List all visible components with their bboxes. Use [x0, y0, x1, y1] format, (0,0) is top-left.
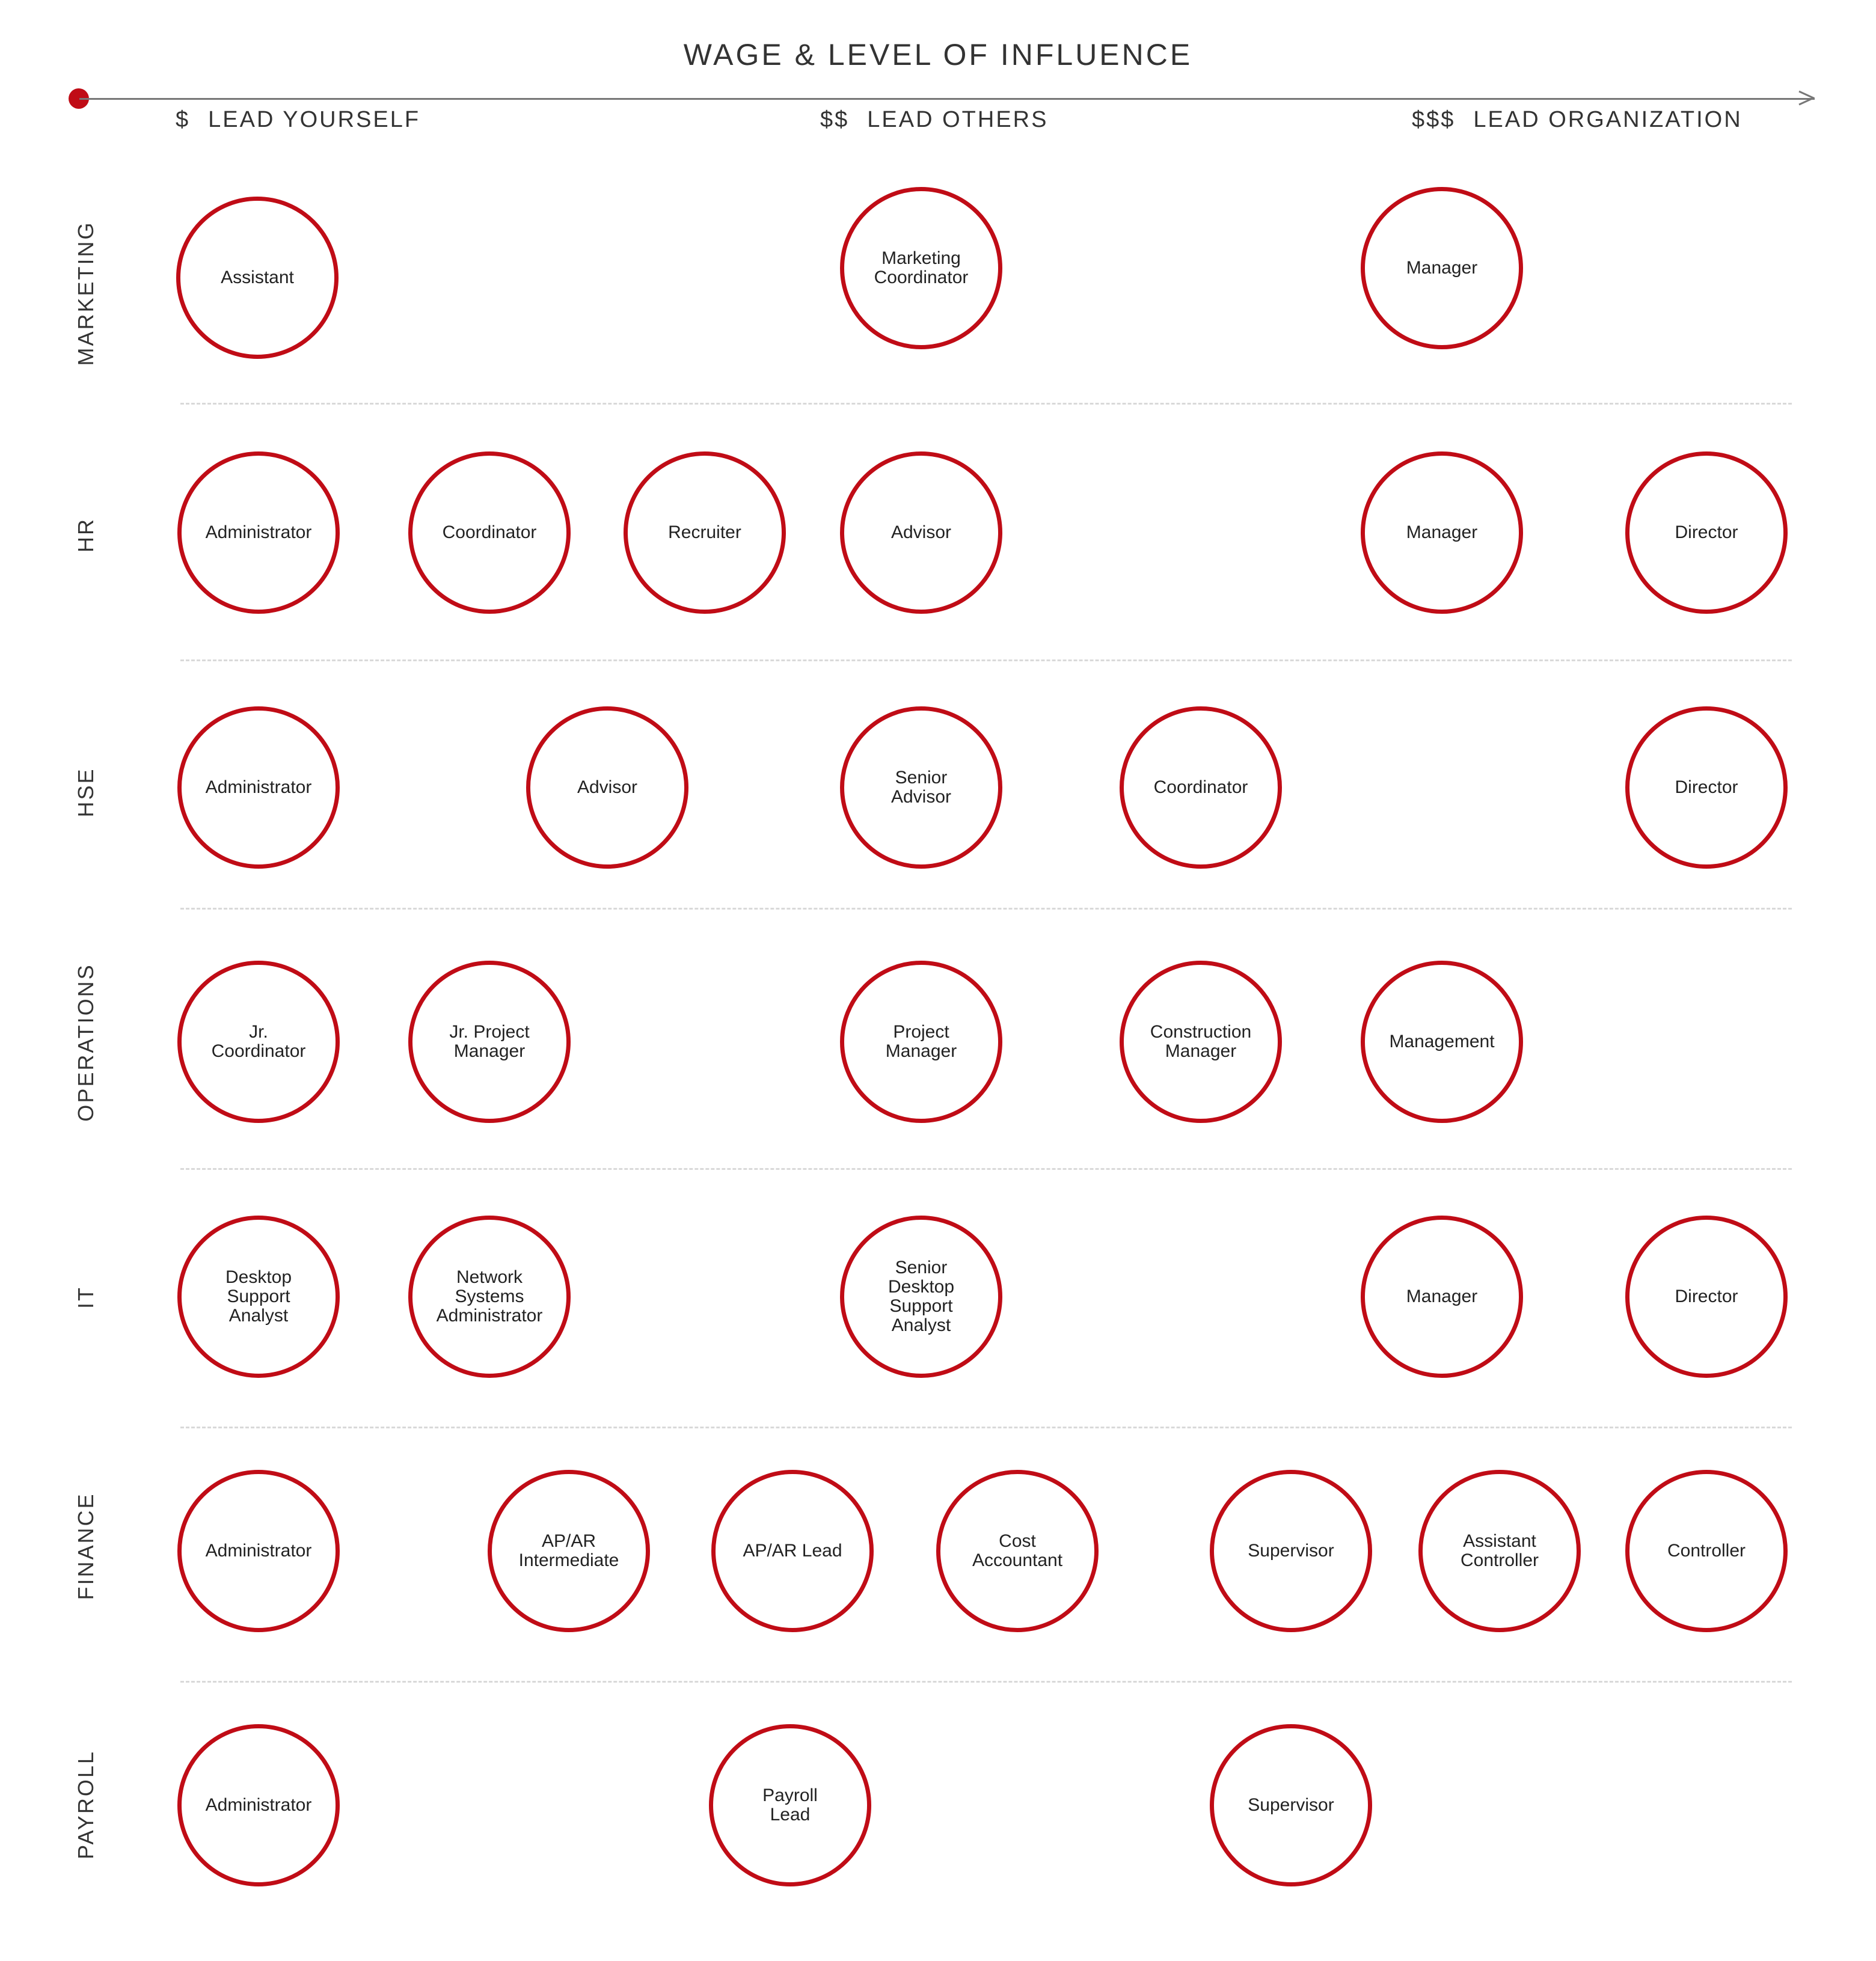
role-node — [177, 961, 340, 1123]
role-node — [177, 1470, 340, 1632]
level-money: $ — [176, 107, 191, 132]
role-node — [711, 1470, 874, 1632]
department-label-finance: FINANCE — [73, 1492, 98, 1600]
role-node — [1361, 961, 1523, 1123]
role-node — [840, 451, 1002, 614]
department-label-payroll: PAYROLL — [73, 1750, 98, 1859]
role-label: Marketing Coordinator — [874, 248, 969, 287]
role-node — [177, 1216, 340, 1378]
level-text: LEAD YOURSELF — [208, 107, 421, 132]
role-label: Desktop Support Analyst — [225, 1267, 292, 1326]
role-node — [840, 187, 1002, 349]
role-label: Director — [1675, 522, 1738, 542]
role-label: Senior Desktop Support Analyst — [887, 1258, 955, 1335]
role-label: Director — [1675, 1286, 1738, 1306]
role-label: Network Systems Administrator — [436, 1267, 543, 1326]
level-text: LEAD OTHERS — [867, 107, 1049, 132]
role-node — [177, 1724, 340, 1886]
role-label: Manager — [1406, 1286, 1478, 1306]
role-node — [408, 451, 571, 614]
role-node — [1210, 1470, 1372, 1632]
role-label: Administrator — [205, 777, 312, 797]
role-node — [840, 1216, 1002, 1378]
role-node — [1625, 706, 1788, 869]
axis-line — [79, 98, 1815, 100]
role-node — [624, 451, 786, 614]
role-node — [1120, 706, 1282, 869]
role-node — [1625, 451, 1788, 614]
role-node — [709, 1724, 871, 1886]
level-money: $$$ — [1412, 107, 1456, 132]
role-node — [177, 451, 340, 614]
role-node — [1361, 451, 1523, 614]
role-node — [408, 1216, 571, 1378]
axis-title: WAGE & LEVEL OF INFLUENCE — [683, 38, 1193, 72]
role-node — [1120, 961, 1282, 1123]
level-money: $$ — [820, 107, 850, 132]
role-node — [840, 961, 1002, 1123]
role-label: Assistant — [221, 268, 294, 287]
department-label-hse: HSE — [73, 767, 98, 818]
level-label-lead-yourself — [176, 107, 420, 133]
role-label: Administrator — [205, 1795, 312, 1815]
role-node — [936, 1470, 1099, 1632]
role-label: Administrator — [205, 522, 312, 542]
role-label: Manager — [1406, 522, 1478, 542]
role-label: Supervisor — [1248, 1795, 1334, 1815]
role-label: Construction Manager — [1150, 1022, 1252, 1061]
department-label-hr: HR — [73, 518, 98, 552]
role-node — [1361, 1216, 1523, 1378]
role-node — [176, 197, 339, 359]
role-label: Payroll Lead — [762, 1785, 818, 1825]
department-label-marketing: MARKETING — [73, 221, 98, 366]
row-divider — [180, 908, 1792, 910]
role-node — [408, 961, 571, 1123]
role-label: Manager — [1406, 258, 1478, 278]
role-label: Administrator — [205, 1541, 312, 1561]
role-label: Project Manager — [885, 1022, 957, 1061]
department-label-operations: OPERATIONS — [73, 963, 98, 1122]
role-label: Jr. Project Manager — [449, 1022, 530, 1061]
role-node — [177, 706, 340, 869]
row-divider — [180, 1168, 1792, 1170]
role-node — [1625, 1216, 1788, 1378]
role-label: Coordinator — [442, 522, 537, 542]
arrow-right-icon — [1797, 89, 1815, 107]
role-label: Senior Advisor — [890, 768, 952, 807]
row-divider — [180, 1427, 1792, 1428]
role-node — [1210, 1724, 1372, 1886]
role-node — [1625, 1470, 1788, 1632]
role-label: Advisor — [577, 777, 638, 797]
role-label: Management — [1389, 1032, 1495, 1051]
row-divider — [180, 403, 1792, 405]
role-node — [1361, 187, 1523, 349]
level-label-lead-organization — [1412, 107, 1743, 133]
role-label: Assistant Controller — [1460, 1531, 1539, 1570]
role-label: Supervisor — [1248, 1541, 1334, 1561]
level-label-lead-others — [820, 107, 1048, 133]
role-label: Coordinator — [1153, 777, 1248, 797]
role-label: Recruiter — [668, 522, 741, 542]
role-label: Advisor — [890, 522, 952, 542]
department-label-it: IT — [73, 1286, 98, 1309]
role-label: Cost Accountant — [972, 1531, 1063, 1570]
role-label: Controller — [1667, 1541, 1746, 1561]
role-label: Jr. Coordinator — [211, 1022, 306, 1061]
role-node — [526, 706, 688, 869]
role-node — [488, 1470, 650, 1632]
role-node — [1418, 1470, 1581, 1632]
row-divider — [180, 659, 1792, 661]
row-divider — [180, 1681, 1792, 1683]
role-label: AP/AR Lead — [743, 1541, 842, 1561]
level-text: LEAD ORGANIZATION — [1473, 107, 1743, 132]
role-node — [840, 706, 1002, 869]
role-label: Director — [1675, 777, 1738, 797]
role-label: AP/AR Intermediate — [518, 1531, 619, 1570]
